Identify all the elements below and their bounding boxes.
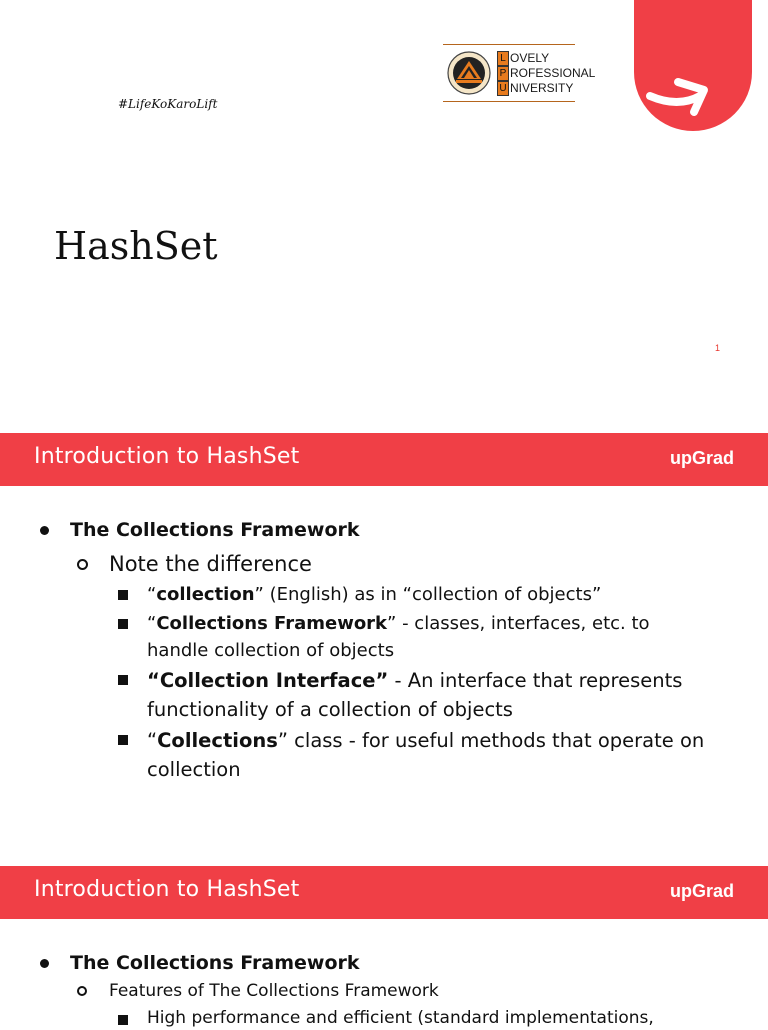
logo-line: [497, 66, 595, 81]
logo-initial: L: [497, 51, 509, 66]
text-run: ” (English) as in “collection of objects”: [254, 584, 602, 605]
upgrad-arrow-logo-icon: [634, 0, 752, 131]
text-run: - An interface that represents functionality of a collection of objects: [147, 669, 683, 721]
bullet-ring-icon: [77, 559, 88, 570]
text-run: ” - classes, interfaces, etc. to handle collection of objects: [147, 613, 650, 661]
bullet-ring-icon: [77, 986, 87, 996]
header-title: Introduction to HashSet: [34, 444, 300, 469]
text-run-bold: Collections: [157, 729, 278, 752]
header-title: Introduction to HashSet: [34, 877, 300, 902]
bullet-square-icon: [118, 735, 128, 745]
tagline: #LifeKoKaroLift: [118, 97, 218, 111]
bullet-subheading-text: Features of The Collections Framework: [109, 981, 439, 1001]
bullet-square-icon: [118, 619, 128, 629]
slide-header: [0, 866, 768, 919]
logo-initial: P: [497, 66, 509, 81]
text-run: “: [147, 613, 157, 634]
logo-line: [497, 51, 595, 66]
text-run-bold: collection: [156, 584, 255, 605]
bullet-subheading: [0, 978, 768, 1004]
bullet-list: [0, 517, 768, 784]
bullet-square-icon: [118, 590, 128, 600]
bullet-subheading-text: Note the difference: [109, 552, 312, 576]
text-run: “: [147, 729, 158, 752]
bullet-subheading: [0, 549, 768, 579]
bullet-item: [0, 610, 768, 664]
university-seal-icon: [447, 51, 491, 95]
bullet-heading: [0, 950, 768, 976]
logo-initial: U: [497, 81, 509, 96]
bullet-item-text: High performance and efficient (standard implementations,: [147, 1008, 654, 1028]
title-slide: [0, 0, 768, 420]
bullet-heading-text: The Collections Framework: [70, 952, 360, 974]
slide-title: HashSet: [54, 224, 218, 268]
bullet-heading: [0, 517, 768, 543]
bullet-dot-icon: [40, 959, 49, 968]
upgrad-brand: upGrad: [669, 881, 734, 901]
bullet-heading-text: The Collections Framework: [70, 519, 360, 541]
logo-word: NIVERSITY: [510, 80, 574, 95]
bullet-item: [0, 581, 768, 608]
logo-line: [497, 81, 595, 96]
text-run: ” class - for useful methods that operate on collection: [147, 729, 705, 781]
upgrad-brand: upGrad: [669, 448, 734, 468]
content-slide: [0, 433, 768, 833]
slide-header: [0, 433, 768, 486]
text-run-bold: “Collection Interface”: [147, 669, 389, 692]
page-number: 1: [715, 343, 721, 353]
bullet-item: [0, 666, 768, 724]
university-logo: [443, 44, 596, 102]
content-slide: [0, 866, 768, 1028]
bullet-dot-icon: [40, 526, 49, 535]
bullet-square-icon: [118, 675, 128, 685]
bullet-item: [0, 1006, 768, 1030]
text-run: “: [147, 584, 157, 605]
bullet-item: [0, 726, 768, 784]
bullet-list: [0, 950, 768, 1030]
university-name: [497, 51, 595, 96]
logo-word: ROFESSIONAL: [510, 65, 596, 80]
text-run-bold: Collections Framework: [156, 613, 388, 634]
logo-word: OVELY: [510, 50, 550, 65]
